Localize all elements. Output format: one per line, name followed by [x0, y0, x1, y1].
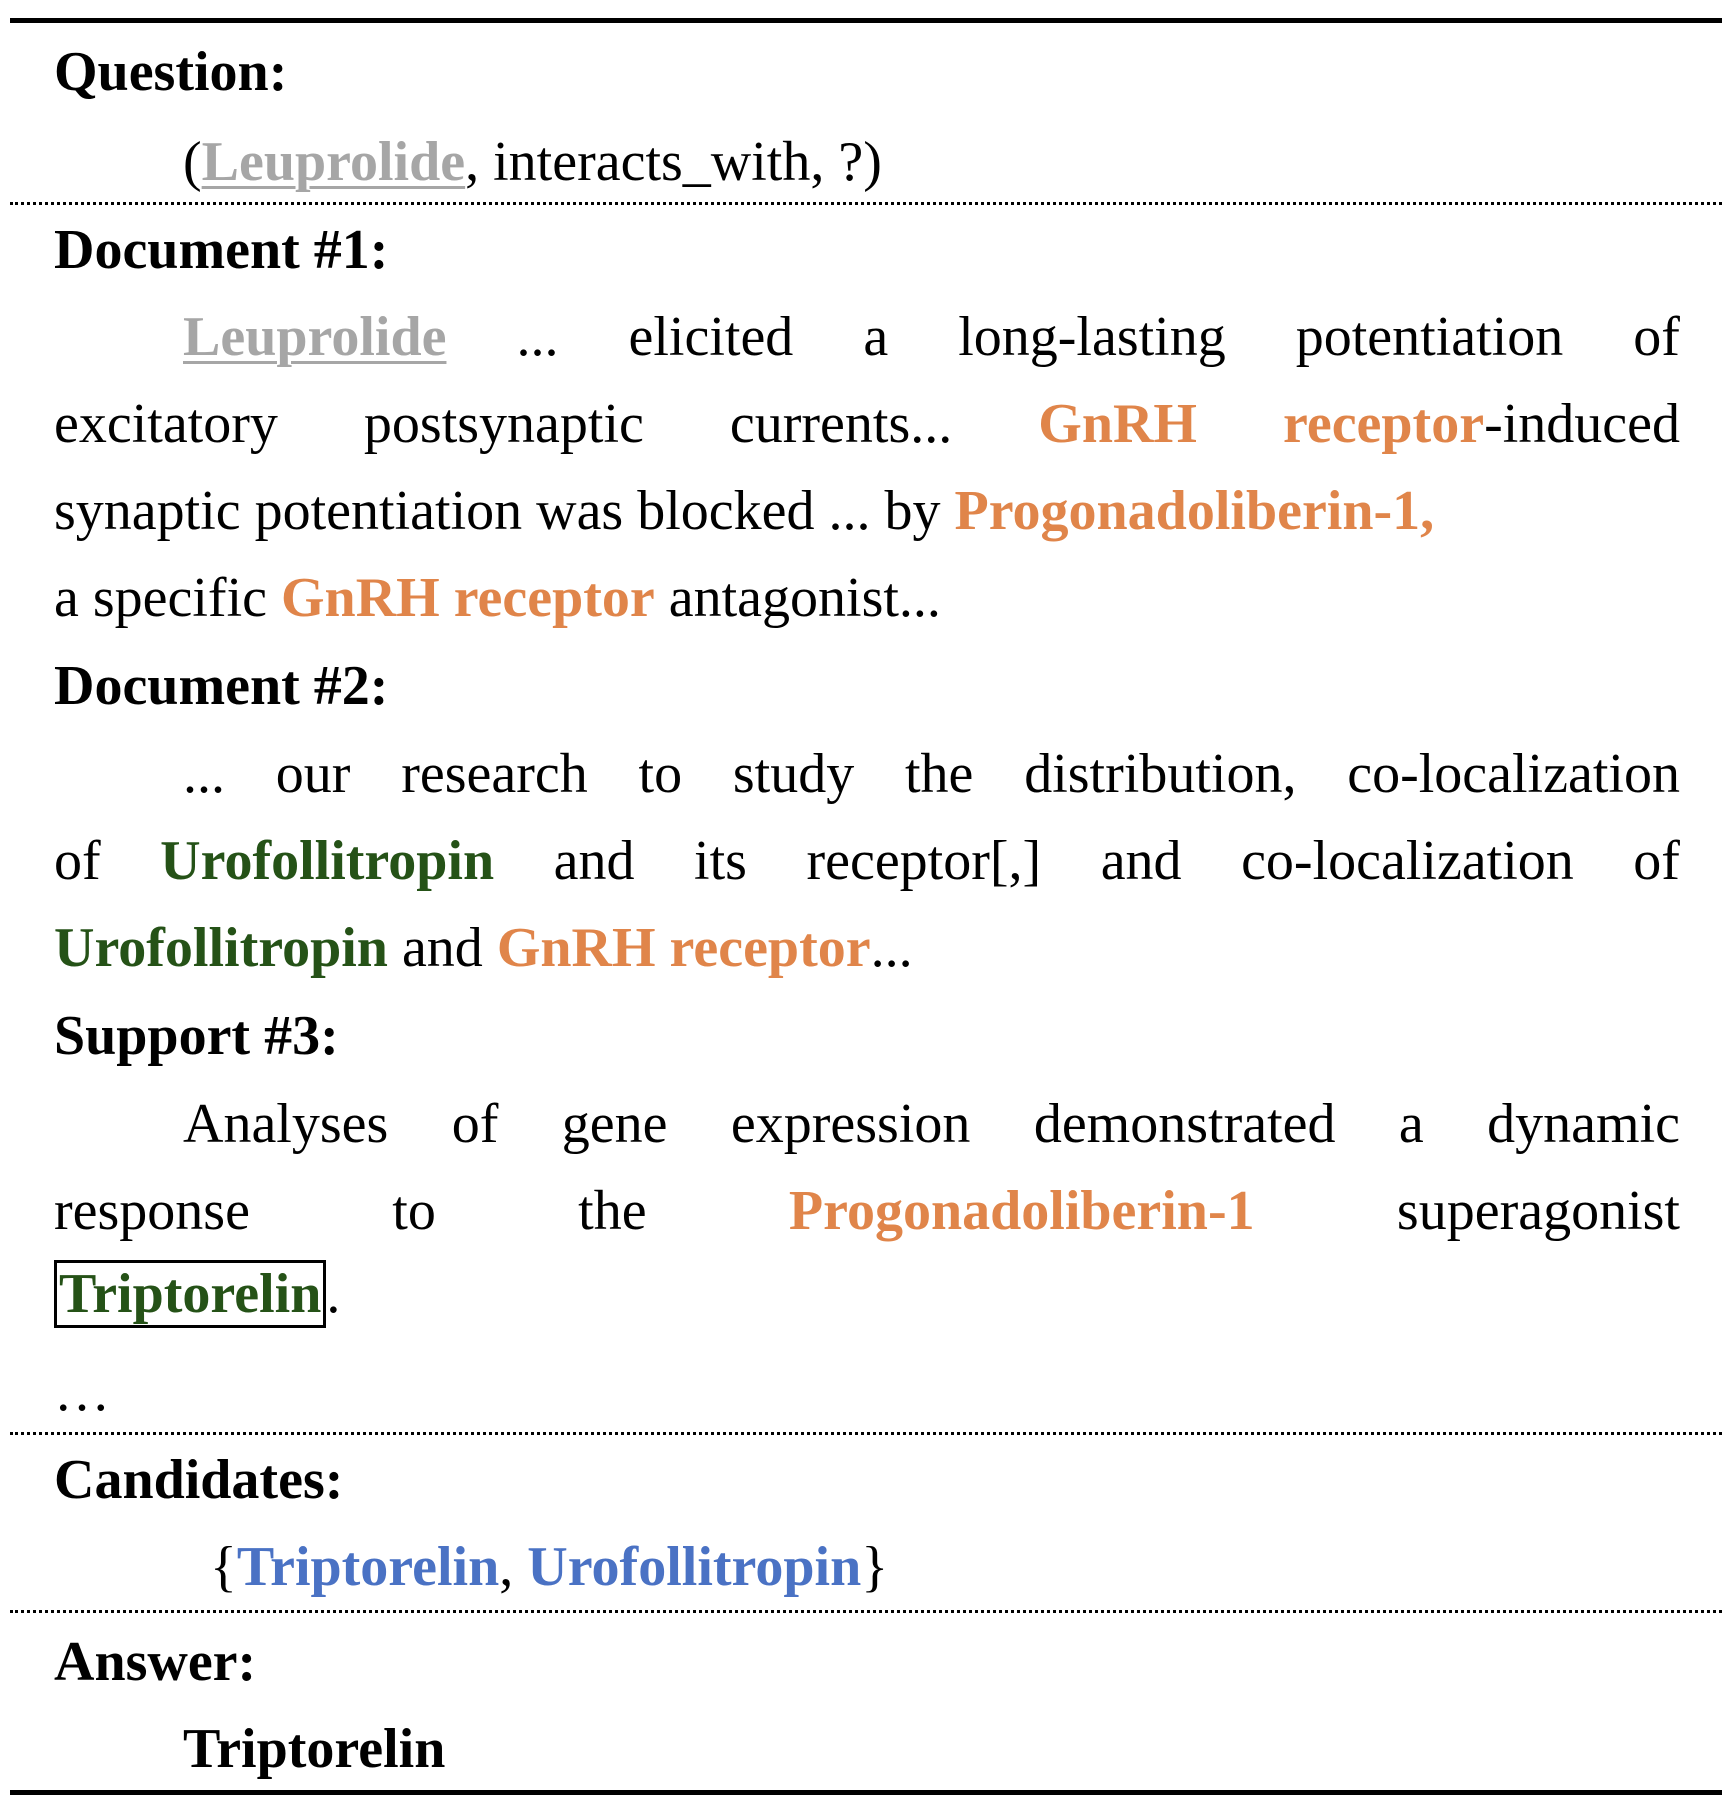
doc1-word: of: [1633, 306, 1680, 368]
doc2-word: research: [401, 743, 588, 805]
candidates-open-brace: {: [210, 1536, 237, 1598]
support-word: to: [392, 1180, 436, 1242]
doc2-word: of: [54, 830, 101, 892]
answer-heading: Answer:: [54, 1631, 257, 1693]
doc2-word: receptor[,]: [806, 830, 1042, 892]
bridge-entity-receptor: receptor: [1283, 393, 1485, 455]
doc1-word: postsynaptic: [363, 393, 644, 455]
bridge-entity-gnrh-receptor-2: GnRH receptor: [496, 917, 871, 979]
doc1-line-2: [54, 392, 1680, 456]
candidates-set: [210, 1535, 888, 1599]
ellipsis: …: [54, 1361, 110, 1423]
doc1-text: synaptic potentiation was blocked ... by: [54, 480, 941, 542]
support-word: of: [451, 1093, 499, 1155]
bottom-rule: [10, 1790, 1722, 1795]
doc2-word: and: [1100, 830, 1182, 892]
divider-3: [10, 1610, 1722, 1613]
doc2-line-2: [54, 829, 1680, 893]
support-word: a: [1398, 1093, 1424, 1155]
support-text: .: [326, 1263, 341, 1325]
support-line-2: [54, 1179, 1680, 1243]
support-word: dynamic: [1487, 1093, 1680, 1155]
candidate-entity-urofollitropin: Urofollitropin: [160, 830, 495, 892]
doc2-word: of: [1633, 830, 1680, 892]
candidate-triptorelin: Triptorelin: [236, 1536, 500, 1598]
doc2-word: ...: [183, 743, 225, 805]
bridge-entity-progonadoliberin-2: Progonadoliberin-1: [788, 1180, 1255, 1242]
candidate-entity-urofollitropin-2: Urofollitropin: [54, 917, 388, 979]
top-rule: [10, 18, 1722, 23]
doc2-text: and: [387, 917, 497, 979]
query-entity: Leuprolide: [201, 131, 466, 193]
doc2-word: and: [553, 830, 635, 892]
doc1-word: ...: [516, 306, 559, 368]
support-word: gene: [561, 1093, 668, 1155]
doc2-word: study: [732, 743, 855, 805]
question-open-paren: (: [183, 131, 202, 193]
doc1-heading: Document #1:: [54, 219, 389, 281]
support-word: response: [54, 1180, 250, 1242]
doc2-text: ...: [870, 917, 913, 979]
doc2-word: the: [905, 743, 974, 805]
support-word: expression: [730, 1093, 971, 1155]
doc1-text: a specific: [54, 567, 281, 629]
doc1-line-3: [54, 479, 1434, 543]
support-word: demonstrated: [1033, 1093, 1336, 1155]
divider-1: [10, 202, 1722, 205]
answer-value: Triptorelin: [183, 1718, 446, 1780]
support-heading: Support #3:: [54, 1005, 339, 1067]
doc1-line-1: [183, 305, 1680, 369]
doc1-word: a: [863, 306, 889, 368]
doc1-word: potentiation: [1295, 306, 1564, 368]
doc1-word: elicited: [628, 306, 794, 368]
support-word: Analyses: [183, 1093, 389, 1155]
doc2-word: our: [275, 743, 351, 805]
query-entity-doc1: Leuprolide: [183, 306, 447, 368]
support-word: the: [578, 1180, 647, 1242]
question-triple: [183, 130, 882, 194]
candidates-heading: Candidates:: [54, 1449, 344, 1511]
doc1-word: long-lasting: [958, 306, 1226, 368]
doc2-word: co-localization: [1241, 830, 1574, 892]
doc2-word: co-localization: [1347, 743, 1680, 805]
candidates-close-brace: }: [861, 1536, 889, 1598]
bridge-entity-gnrh-receptor: GnRH receptor: [280, 567, 655, 629]
doc2-heading: Document #2:: [54, 655, 389, 717]
doc1-text: antagonist...: [654, 567, 941, 629]
doc1-line-4: [54, 566, 941, 630]
bridge-entity-gnrh: GnRH: [1038, 393, 1197, 455]
question-heading: Question:: [54, 41, 288, 103]
doc2-word: distribution,: [1024, 743, 1297, 805]
doc1-word: excitatory: [54, 393, 278, 455]
doc1-word: currents...: [729, 393, 953, 455]
candidates-separator: ,: [499, 1536, 528, 1598]
doc2-word: to: [638, 743, 683, 805]
answer-entity-boxed: Triptorelin: [54, 1260, 326, 1328]
doc2-line-3: [54, 916, 913, 980]
doc2-line-1: [183, 742, 1680, 806]
doc2-word: its: [694, 830, 747, 892]
bridge-entity-progonadoliberin: Progonadoliberin-1,: [954, 480, 1435, 542]
support-line-3: [54, 1262, 340, 1326]
divider-2: [10, 1432, 1722, 1435]
support-line-1: [183, 1092, 1680, 1156]
question-rest: , interacts_with, ?): [465, 131, 882, 193]
doc1-word: -induced: [1484, 393, 1680, 455]
candidate-urofollitropin: Urofollitropin: [527, 1536, 862, 1598]
support-word: superagonist: [1396, 1180, 1680, 1242]
